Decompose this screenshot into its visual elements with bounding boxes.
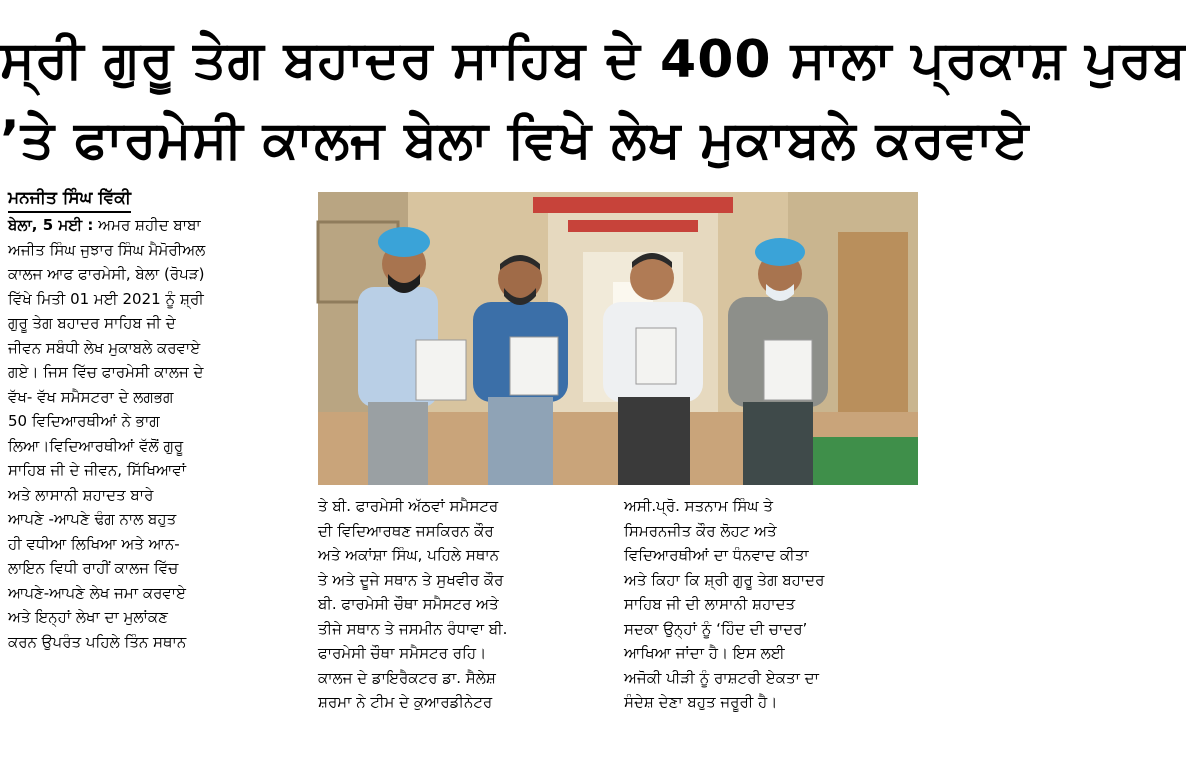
column-3-line-6: ਸਦਕਾ ਉਨ੍ਹਾਂ ਨੂੰ ‘ਹਿੰਦ ਦੀ ਚਾਦਰ’: [624, 619, 808, 638]
article-column-2: [318, 494, 614, 715]
column-3-line-2: ਸਿਮਰਨਜੀਤ ਕੌਰ ਲੋਹਟ ਅਤੇ: [624, 521, 777, 540]
column-2-line-9: ਸ਼ਰਮਾ ਨੇ ਟੀਮ ਦੇ ਕੁਆਰਡੀਨੇਟਰ: [318, 693, 493, 711]
column-1-line-10: ਲਿਆ।ਵਿਦਿਆਰਥੀਆਂ ਵੱਲੋਂ ਗੁਰੂ: [8, 436, 184, 455]
column-1-line-1: ਬੇਲਾ, 5 ਮਈ : ਅਮਰ ਸ਼ਹੀਦ ਬਾਬਾ: [8, 216, 201, 234]
column-2-line-3: ਅਤੇ ਅਕਾਂਸ਼ਾ ਸਿੰਘ, ਪਹਿਲੇ ਸਥਾਨ: [318, 546, 499, 564]
column-3-line-8: ਅਜੋਕੀ ਪੀੜੀ ਨੂੰ ਰਾਸ਼ਟਰੀ ਏਕਤਾ ਦਾ: [624, 668, 819, 687]
column-1-line-12: ਅਤੇ ਲਾਸਾਨੀ ਸ਼ਹਾਦਤ ਬਾਰੇ: [8, 485, 154, 504]
column-1-line-5: ਗੁਰੂ ਤੇਗ ਬਹਾਦਰ ਸਾਹਿਬ ਜੀ ਦੇ: [8, 314, 176, 332]
headline-line-1: ਸ੍ਰੀ ਗੁਰੂ ਤੇਗ ਬਹਾਦਰ ਸਾਹਿਬ ਦੇ 400 ਸਾਲਾ ਪ੍ਰਕਾਸ਼ ਪੁਰਬ: [0, 30, 1186, 90]
column-1-line-11: ਸਾਹਿਬ ਜੀ ਦੇ ਜੀਵਨ, ਸਿੱਖਿਆਵਾਂ: [8, 461, 186, 479]
column-3-line-3: ਵਿਦਿਆਰਥੀਆਂ ਦਾ ਧੰਨਵਾਦ ਕੀਤਾ: [624, 546, 809, 564]
column-3-line-5: ਸਾਹਿਬ ਜੀ ਦੀ ਲਾਸਾਨੀ ਸ਼ਹਾਦਤ: [624, 595, 796, 613]
column-2-line-5: ਬੀ. ਫਾਰਮੇਸੀ ਚੌਥਾ ਸਮੈਸਟਰ ਅਤੇ: [318, 595, 499, 613]
column-1-line-8: ਵੱਖ- ਵੱਖ ਸਮੈਸਟਰਾ ਦੇ ਲਗਭਗ: [8, 387, 174, 406]
photo-illustration: [318, 192, 918, 485]
column-1-line-3: ਕਾਲਜ ਆਫ ਫਾਰਮੇਸੀ, ਬੇਲਾ (ਰੋਪੜ): [8, 265, 205, 283]
column-2-line-7: ਫਾਰਮੇਸੀ ਚੌਥਾ ਸਮੈਸਟਰ ਰਹਿ।: [318, 644, 487, 662]
photo-green-floor: [798, 437, 918, 485]
column-1-line-16: ਆਪਣੇ-ਆਪਣੇ ਲੇਖ ਜਮਾ ਕਰਵਾਏ: [8, 583, 187, 602]
column-1-line-15: ਲਾਇਨ ਵਿਧੀ ਰਾਹੀਂ ਕਾਲਜ ਵਿੱਚ: [8, 559, 179, 577]
column-2-line-2: ਦੀ ਵਿਦਿਆਰਥਣ ਜਸਕਿਰਨ ਕੌਰ: [318, 521, 494, 540]
column-1-line-7: ਗਏ। ਜਿਸ ਵਿੱਚ ਫਾਰਮੇਸੀ ਕਾਲਜ ਦੇ: [8, 363, 204, 381]
dateline: ਬੇਲਾ, 5 ਮਈ :: [8, 216, 94, 234]
column-3-line-9: ਸੰਦੇਸ਼ ਦੇਣਾ ਬਹੁਤ ਜਰੂਰੀ ਹੈ।: [624, 693, 778, 711]
column-3-line-1: ਅਸੀ.ਪ੍ਰੋ. ਸਤਨਾਮ ਸਿੰਘ ਤੇ: [624, 497, 773, 515]
news-photo: [318, 192, 918, 485]
column-1-line-9: 50 ਵਿਦਿਆਰਥੀਆਂ ਨੇ ਭਾਗ: [8, 412, 160, 430]
column-3-line-7: ਆਖਿਆ ਜਾਂਦਾ ਹੈ। ਇਸ ਲਈ: [624, 644, 785, 662]
column-1-line-18: ਕਰਨ ਉਪਰੰਤ ਪਹਿਲੇ ਤਿੰਨ ਸਥਾਨ: [8, 632, 187, 651]
column-1-line-13: ਆਪਣੇ -ਆਪਣੇ ਢੰਗ ਨਾਲ ਬਹੁਤ: [8, 510, 177, 528]
column-2-line-8: ਕਾਲਜ ਦੇ ਡਾਇਰੈਕਟਰ ਡਾ. ਸੈਲੇਸ਼: [318, 668, 496, 687]
column-1-line-14: ਹੀ ਵਧੀਆ ਲਿਖਿਆ ਅਤੇ ਆਨ-: [8, 534, 180, 553]
column-1-line-4: ਵਿੱਖੇ ਮਿਤੀ 01 ਮਈ 2021 ਨੂੰ ਸ਼੍ਰੀ: [8, 289, 204, 308]
column-2-line-6: ਤੀਜੇ ਸਥਾਨ ਤੇ ਜਸਮੀਨ ਰੰਧਾਵਾ ਬੀ.: [318, 619, 508, 638]
article-column-1: [8, 213, 308, 654]
headline-line-2: ’ਤੇ ਫਾਰਮੇਸੀ ਕਾਲਜ ਬੇਲਾ ਵਿਖੇ ਲੇਖ ਮੁਕਾਬਲੇ ਕਰਵਾਏ: [0, 110, 1030, 170]
column-2-line-1: ਤੇ ਬੀ. ਫਾਰਮੇਸੀ ਅੱਠਵਾਂ ਸਮੈਸਟਰ: [318, 497, 499, 515]
column-1-line-2: ਅਜੀਤ ਸਿੰਘ ਜੁਝਾਰ ਸਿੰਘ ਮੈਮੋਰੀਅਲ: [8, 240, 206, 259]
column-3-line-4: ਅਤੇ ਕਿਹਾ ਕਿ ਸ਼੍ਰੀ ਗੁਰੂ ਤੇਗ ਬਹਾਦਰ: [624, 570, 825, 589]
column-1-line-6: ਜੀਵਨ ਸਬੰਧੀ ਲੇਖ ਮੁਕਾਬਲੇ ਕਰਵਾਏ: [8, 338, 201, 357]
photo-sign: [533, 197, 733, 213]
byline: ਮਨਜੀਤ ਸਿੰਘ ਵਿੱਕੀ: [8, 187, 131, 213]
column-2-line-4: ਤੇ ਅਤੇ ਦੂਜੇ ਸਥਾਨ ਤੇ ਸੁਖਵੀਰ ਕੌਰ: [318, 570, 504, 589]
article-column-3: [624, 494, 922, 715]
column-1-line-17: ਅਤੇ ਇਨ੍ਹਾਂ ਲੇਖਾ ਦਾ ਮੁਲਾਂਕਣ: [8, 608, 168, 626]
